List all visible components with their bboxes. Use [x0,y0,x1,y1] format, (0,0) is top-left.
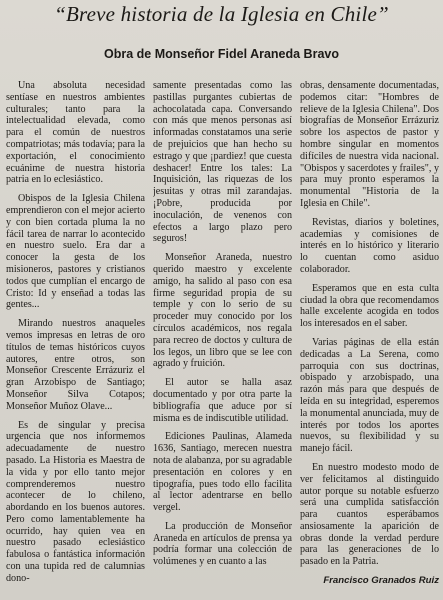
paragraph: obras, densamente documentadas, podemos citar: "Hombres de relieve de la Iglesia Chilena". Dos biografías de Monseñor Errázuriz sobre los aspectos de pastor y hombre singular en momentos difíciles de nuestra vida nacional. "Obispos y sacerdotes y frailes", y para muy pronto esperamos la monumental "Historia de la Iglesia en Chile". [300,80,439,209]
paragraph: Esperamos que en esta culta ciudad la obra que recomendamos halle excelente acogida en todos los interesados en el saber. [300,282,439,330]
paragraph: La producción de Monseñor Araneda en artículos de prensa ya podría formar una colección de volúmenes y en cuanto a las [153,520,292,568]
paragraph: El autor se halla asaz documentado y por otra parte la bibliografía que aduce por sí misma es de indiscutible utilidad. [153,377,292,424]
paragraph: Ediciones Paulinas, Alameda 1636, Santiago, merecen nuestra nota de alabanza, por su agradable presentación en colores y en tipografía, pues todo ello facilita al lector adentrarse en bello vergel. [153,431,292,514]
column-2 [153,80,292,600]
paragraph: Monseñor Araneda, nuestro querido maestro y excelente amigo, ha salido al paso con esa firme seguridad propia de su temple y con lo serio de su proceder muy conocido por los círculos académicos, nos regala para recreo de doctos y cultura de los legos, un libro que se lee con agrado y fruición. [153,252,292,370]
article-headline: “Breve historia de la Iglesia en Chile” [54,2,389,26]
author-signature: Francisco Granados Ruiz [323,575,439,587]
paragraph: Mirando nuestros anaqueles vemos impresas en letras de oro títulos de temas históricos cuyos autores, entre otros, son Monseñor Crescente Errázuriz el gran Arzobispo de Santiago; Monseñor Silva Cotapos; Monseñor Muñoz Olave... [6,318,145,412]
paragraph: En nuestro modesto modo de ver felicitamos al distinguido autor porque su notable esfuerzo será una cumplida satisfacción para cuantos esperábamos ansiosamente la aparición de obras donde la verdad perdure para las generaciones de lo pasado en la Patria. [300,461,439,568]
column-3 [300,80,439,600]
paragraph: samente presentadas como las pastillas purgantes cubiertas de achocolatada capa. Conversando con más que menos personas así informadas constatamos una serie de prejuicios que han hecho su estrago y que ¡pardiez! que cuesta deshacer! Entre los tales: La Inquisición, las riquezas de los jesuitas y otras mil zarandajas. ¡Pobre, producida por inoculación, de venenos con efectos a largo plazo pero seguros! [153,80,292,245]
article-subhead: Obra de Monseñor Fidel Araneda Bravo [103,47,339,61]
paragraph: Una absoluta necesidad sentíase en nuestros ambientes culturales; tanto para la intelectualidad elevada, como para el común de nuestros compatriotas; más todavía; para la exportación, el conocimiento ecuánime de nuestra historia patria en lo eclesiástico. [6,80,145,186]
paragraph: Es de singular y precisa urgencia que nos informemos adecuadamente de nuestro pasado. La Historia es Maestra de la vida y por ello tanto mejor comprenderemos nuestro acontecer de lo chileno, abordando en los buenos autores. Pero como lamentablemente ha ocurrido, hay quien vea en nuestro pasado eclesiástico fabulosa o fantástica información con una tupida red de calumnias dono- [6,419,145,584]
article-body [6,80,439,600]
column-1 [6,80,145,600]
paragraph: Revistas, diarios y boletines, academias y comisiones de interés en lo histórico y literario lo cuentan como asiduo colaborador. [300,216,439,275]
paragraph: Varias páginas de ella están dedicadas a La Serena, como parroquia con sus doctrinas, obispado y arzobispado, una razón más para que después de leída en su integridad, esperemos la monumental anunciada, muy de interés por todos los aportes nuevos, su flexibilidad y su manejo fácil. [300,336,439,455]
paragraph: Obispos de la Iglesia Chilena emprendieron con el mejor acierto y con bien cortada pluma la no fácil tarea de narrar lo acontecido en nuestro suelo. Era dar a conocer la gesta de los misioneros, pastores y cristianos todos que cumplían el encargo de Cristo: Id y enseñad a todas las gentes... [6,193,145,311]
